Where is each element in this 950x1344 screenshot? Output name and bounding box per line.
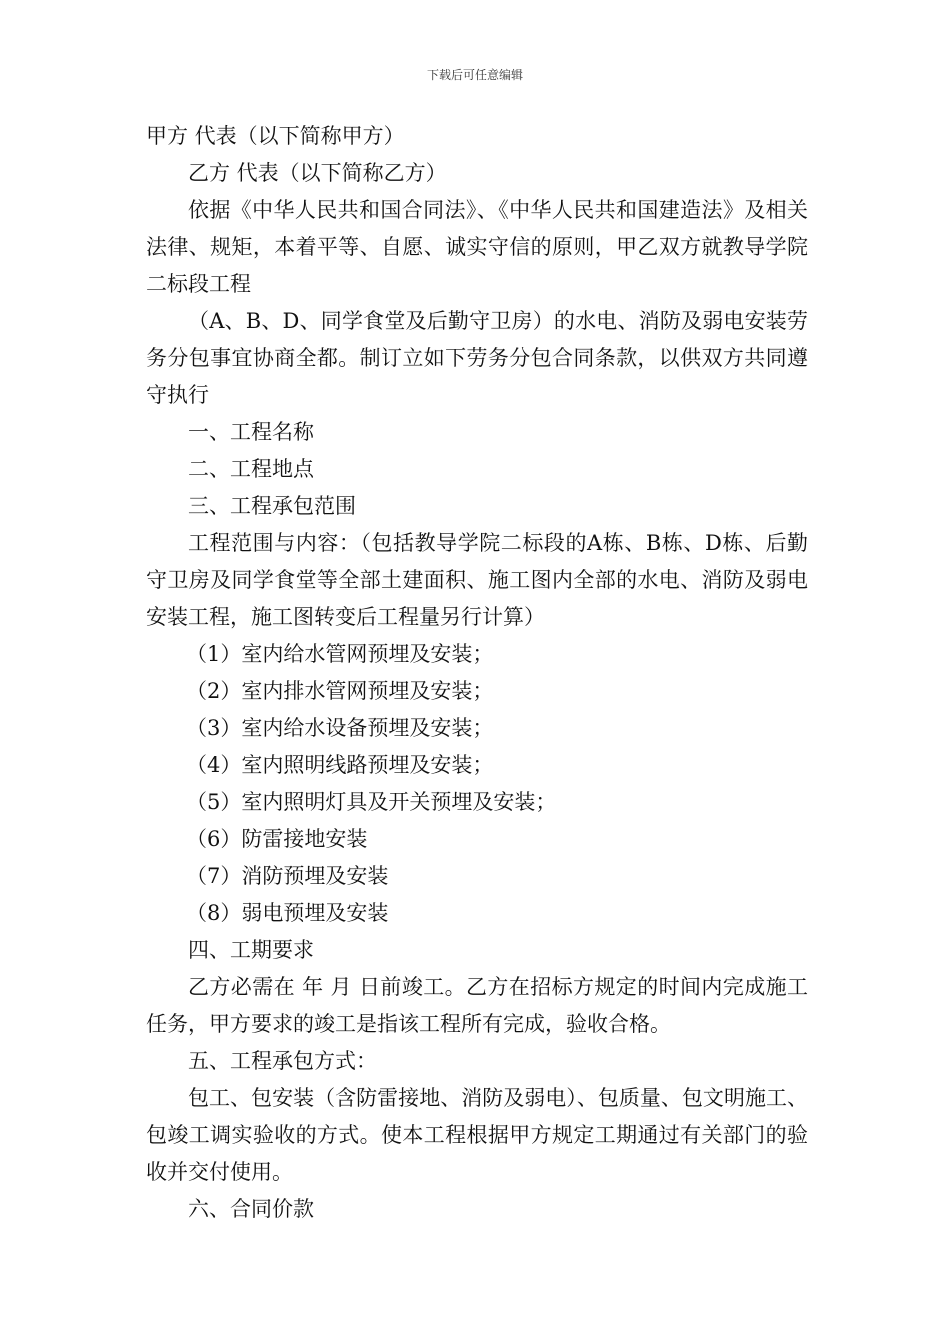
party-b-line: 乙方 代表（以下简称乙方）: [188, 161, 447, 185]
scope-list-item: （3）室内给水设备预埋及安装；: [186, 716, 494, 740]
scope-list-item: （7）消防预埋及安装: [186, 864, 389, 888]
section-heading-project-name: 一、工程名称: [188, 420, 314, 444]
party-a-line: 甲方 代表（以下简称甲方）: [146, 124, 405, 148]
section-heading-project-location: 二、工程地点: [188, 457, 314, 481]
scope-intro-paragraph: （A、B、D、同学食堂及后勤守卫房）的水电、消防及弱电安装劳务分包事宜协商全都。制订立如下劳务分包合同条款，以供双方共同遵守执行: [146, 309, 808, 407]
scope-list-item: （4）室内照明线路预埋及安装；: [186, 753, 494, 777]
section-heading-schedule: 四、工期要求: [188, 938, 314, 962]
document-body: [146, 118, 808, 1228]
schedule-paragraph: 乙方必需在 年 月 日前竣工。乙方在招标方规定的时间内完成施工任务，甲方要求的竣工是指该工程所有完成，验收合格。: [146, 975, 808, 1036]
scope-list-item: （8）弱电预埋及安装: [186, 901, 389, 925]
scope-list-item: （5）室内照明灯具及开关预埋及安装；: [186, 790, 557, 814]
section-heading-contract-price: 六、合同价款: [188, 1197, 314, 1221]
scope-list-item: （2）室内排水管网预埋及安装；: [186, 679, 494, 703]
section-heading-contract-method: 五、工程承包方式：: [188, 1049, 377, 1073]
page-header-note: 下载后可任意编辑: [426, 68, 523, 82]
basis-paragraph: 依据《中华人民共和国合同法》、《中华人民共和国建造法》及相关法律、规矩，本着平等、自愿、诚实守信的原则，甲乙双方就教导学院二标段工程: [146, 198, 808, 296]
scope-content-paragraph: 工程范围与内容：（包括教导学院二标段的A栋、B栋、D栋、后勤守卫房及同学食堂等全部土建面积、施工图内全部的水电、消防及弱电安装工程，施工图转变后工程量另行计算）: [146, 531, 808, 629]
section-heading-contract-scope: 三、工程承包范围: [188, 494, 356, 518]
contract-method-paragraph: 包工、包安装（含防雷接地、消防及弱电）、包质量、包文明施工、包竣工调实验收的方式。使本工程根据甲方规定工期通过有关部门的验收并交付使用。: [146, 1086, 808, 1184]
scope-list-item: （6）防雷接地安装: [186, 827, 368, 851]
scope-list-item: （1）室内给水管网预埋及安装；: [186, 642, 494, 666]
